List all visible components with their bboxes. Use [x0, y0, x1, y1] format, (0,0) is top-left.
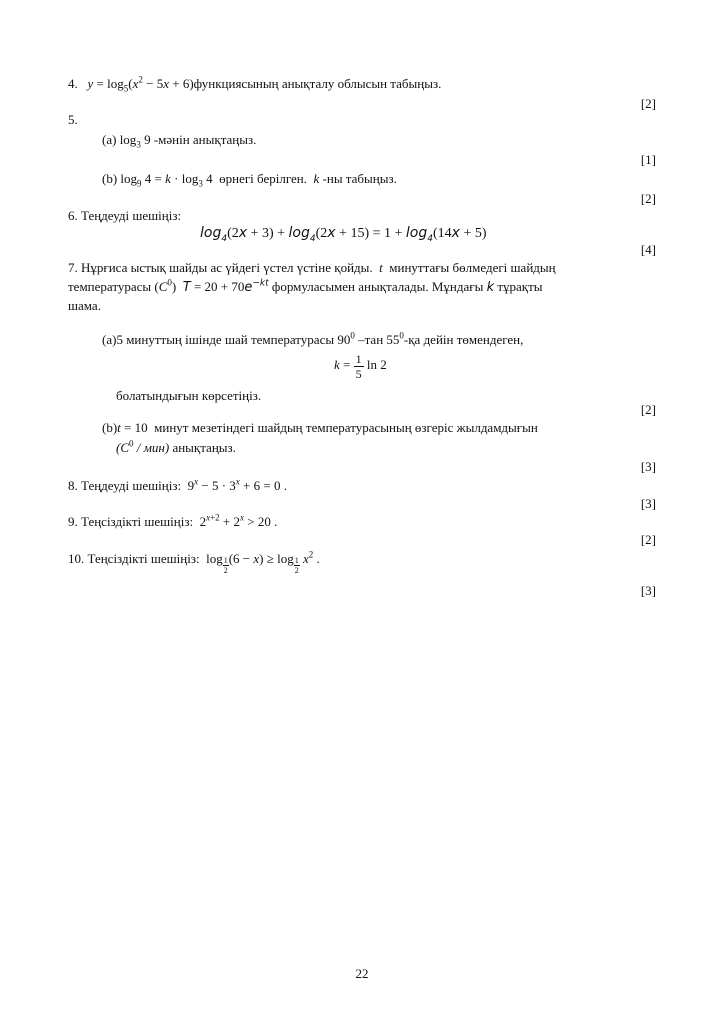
q7b-line2: $(C^0 / мин)$ анықтаңыз.	[116, 438, 236, 455]
q7b-unit: (C	[116, 440, 129, 455]
q7b-label: (b)	[102, 420, 118, 435]
q4-text: функциясының анықталу облысын табыңыз.	[193, 76, 442, 91]
q7b-text2: анықтаңыз.	[172, 440, 236, 455]
q7a-label: (a)	[102, 332, 117, 347]
q4-marks: [2]	[640, 96, 656, 111]
q5a-text: -мәнін анықтаңыз.	[153, 132, 257, 147]
question-9: 9. Теңсіздікті шешіңіз: $2^{x+2} + 2^x > 20$ .	[68, 512, 278, 529]
q7a-marks: [2]	[640, 402, 656, 417]
q10-prompt: 10. Теңсіздікті шешіңіз:	[68, 551, 200, 566]
question-10: 10. Теңсіздікті шешіңіз: log $\frac{1}{2}$ (6 − x) ≥ log $\frac{1}{2}$ $x^2$ .	[68, 549, 320, 575]
q4-number: 4.	[68, 76, 78, 91]
question-8: 8. Теңдеуді шешіңіз: $9^x - 5 \cdot 3^x + 6 = 0$ .	[68, 476, 287, 493]
q7-line2-a: температурасы	[68, 279, 152, 294]
q7a-text2: –тан 55	[354, 332, 400, 347]
q7b-text: минут мезетіндегі шайдың температурасының өзгеріс жылдамдығын	[154, 420, 538, 435]
q5b-label: (b)	[102, 171, 118, 186]
question-4: 4. $y = \log_5(x^2 - 5x$ + 6)функциясының анықталу облысын табыңыз.	[68, 74, 442, 94]
question-5b: (b) $\log_9 4 = k \cdot \log_3 4$ өрнегі берілген. k -ны табыңыз.	[102, 171, 397, 189]
q5-number: 5.	[68, 112, 78, 127]
q6-prompt: 6. Теңдеуді шешіңіз:	[68, 208, 182, 223]
q4-formula: y	[87, 76, 94, 91]
question-5a: (a) $\log_3 9$ -мәнін анықтаңыз.	[102, 132, 257, 150]
q7-line1-a: 7. Нұрғиса ыстық шайды ас үйдегі үстел үстіне қойды.	[68, 260, 373, 275]
q7a-text: 5 минуттың ішінде шай температурасы 90	[116, 332, 351, 347]
q7-line2-c: тұрақты	[497, 279, 543, 294]
q7-line3: шама.	[68, 298, 101, 313]
q9-prompt: 9. Теңсіздікті шешіңіз:	[68, 514, 194, 529]
q5b-text1: өрнегі берілген.	[219, 171, 307, 186]
q7a-show: болатындығын көрсетіңіз.	[116, 388, 262, 403]
q7-line1: 7. Нұрғиса ыстық шайды ас үйдегі үстел үстіне қойды. t минуттағы бөлмедегі шайдың	[68, 260, 556, 275]
q5a-label: (a)	[102, 132, 117, 147]
page-number: 22	[355, 966, 369, 981]
question-7a: (a)5 минуттың ішінде шай температурасы $90^0$ –тан $55^0-қа$ дейін төмендеген,	[102, 330, 524, 347]
q7-line2: температурасы $(C^0) T = 20 + 70e^{-kt}$ формуласымен анықталады. Мұндағы k тұрақты	[68, 277, 543, 295]
q8-marks: [3]	[640, 496, 656, 511]
q7-line1-b: минуттағы бөлмедегі шайдың	[389, 260, 556, 275]
q9-marks: [2]	[640, 532, 656, 547]
q10-marks: [3]	[640, 583, 656, 598]
q7b-marks: [3]	[640, 459, 656, 474]
q7a-text3: -қа дейін төмендеген,	[403, 332, 524, 347]
q7b-unit-end: / мин)	[136, 440, 170, 455]
q5a-marks: [1]	[640, 152, 656, 167]
q6-equation: $\log_4(2x + 3) + \log_4(2x + 15) = 1 + \log_4(14x + 5)$	[200, 225, 487, 244]
q6-marks: [4]	[640, 242, 656, 257]
q5b-text2: -ны табыңыз.	[322, 171, 397, 186]
q7-line2-b: формуласымен анықталады. Мұндағы	[271, 279, 484, 294]
q8-prompt: 8. Теңдеуді шешіңіз:	[68, 478, 182, 493]
q5b-marks: [2]	[640, 191, 656, 206]
question-7b: (b)t = 10 минут мезетіндегі шайдың температурасының өзгеріс жылдамдығын	[102, 420, 538, 435]
q7a-formula: k = $\frac{1}{5}$ ln 2	[334, 351, 387, 381]
